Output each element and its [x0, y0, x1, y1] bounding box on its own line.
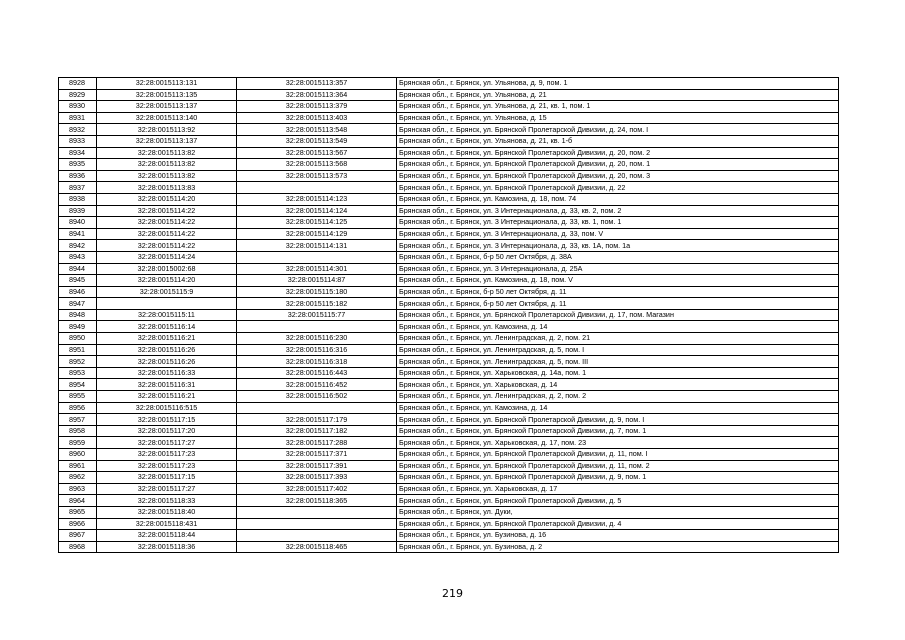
parcel-number-cell: 32:28:0015118:33	[97, 495, 237, 507]
table-row	[59, 263, 839, 275]
object-number-cell: 32:28:0015116:502	[237, 391, 397, 403]
object-number-cell: 32:28:0015117:402	[237, 483, 397, 495]
parcel-number-cell: 32:28:0015114:20	[97, 193, 237, 205]
address-cell: Брянская обл., г. Брянск, ул. Камозина, д. 18, пом. 74	[397, 193, 839, 205]
object-number-cell: 32:28:0015117:179	[237, 414, 397, 426]
parcel-number-cell: 32:28:0015116:515	[97, 402, 237, 414]
row-number-cell: 8953	[59, 367, 97, 379]
object-number-cell: 32:28:0015116:318	[237, 356, 397, 368]
table-row	[59, 135, 839, 147]
address-cell: Брянская обл., г. Брянск, ул. Харьковская, д. 17, пом. 23	[397, 437, 839, 449]
address-cell: Брянская обл., г. Брянск, ул. Харьковская, д. 14	[397, 379, 839, 391]
table-row	[59, 460, 839, 472]
row-number-cell: 8967	[59, 530, 97, 542]
row-number-cell: 8961	[59, 460, 97, 472]
address-cell: Брянская обл., г. Брянск, ул. Брянской Пролетарской Дивизии, д. 11, пом. 2	[397, 460, 839, 472]
row-number-cell: 8956	[59, 402, 97, 414]
address-cell: Брянская обл., г. Брянск, ул. Ульянова, д. 21	[397, 89, 839, 101]
row-number-cell: 8951	[59, 344, 97, 356]
table-row	[59, 275, 839, 287]
address-cell: Брянская обл., г. Брянск, ул. Брянской Пролетарской Дивизии, д. 20, пом. 1	[397, 159, 839, 171]
parcel-number-cell: 32:28:0015113:140	[97, 112, 237, 124]
row-number-cell: 8947	[59, 298, 97, 310]
object-number-cell	[237, 530, 397, 542]
table-row	[59, 530, 839, 542]
address-cell: Брянская обл., г. Брянск, ул. Брянской Пролетарской Дивизии, д. 5	[397, 495, 839, 507]
row-number-cell: 8928	[59, 78, 97, 90]
object-number-cell: 32:28:0015117:391	[237, 460, 397, 472]
parcel-number-cell: 32:28:0015113:83	[97, 182, 237, 194]
address-cell: Брянская обл., г. Брянск, ул. Брянской Пролетарской Дивизии, д. 4	[397, 518, 839, 530]
parcel-number-cell: 32:28:0015116:21	[97, 333, 237, 345]
table-row	[59, 506, 839, 518]
parcel-number-cell: 32:28:0015117:23	[97, 449, 237, 461]
address-cell: Брянская обл., г. Брянск, ул. 3 Интернационала, д. 33, пом. V	[397, 228, 839, 240]
row-number-cell: 8962	[59, 472, 97, 484]
object-number-cell: 32:28:0015115:77	[237, 309, 397, 321]
address-cell: Брянская обл., г. Брянск, ул. Брянской Пролетарской Дивизии, д. 20, пом. 2	[397, 147, 839, 159]
address-cell: Брянская обл., г. Брянск, ул. Брянской Пролетарской Дивизии, д. 22	[397, 182, 839, 194]
parcel-number-cell: 32:28:0015113:82	[97, 147, 237, 159]
address-cell: Брянская обл., г. Брянск, ул. Брянской Пролетарской Дивизии, д. 11, пом. I	[397, 449, 839, 461]
row-number-cell: 8948	[59, 309, 97, 321]
address-cell: Брянская обл., г. Брянск, ул. Брянской Пролетарской Дивизии, д. 24, пом. I	[397, 124, 839, 136]
object-number-cell: 32:28:0015115:182	[237, 298, 397, 310]
parcel-number-cell: 32:28:0015114:22	[97, 240, 237, 252]
address-cell: Брянская обл., г. Брянск, ул. Бузинова, д. 2	[397, 541, 839, 553]
object-number-cell: 32:28:0015117:371	[237, 449, 397, 461]
parcel-number-cell: 32:28:0015113:131	[97, 78, 237, 90]
object-number-cell: 32:28:0015113:379	[237, 101, 397, 113]
address-cell: Брянская обл., г. Брянск, ул. Камозина, д. 14	[397, 321, 839, 333]
parcel-number-cell: 32:28:0015117:15	[97, 414, 237, 426]
object-number-cell	[237, 321, 397, 333]
parcel-number-cell: 32:28:0015114:22	[97, 228, 237, 240]
row-number-cell: 8949	[59, 321, 97, 333]
table-row	[59, 205, 839, 217]
row-number-cell: 8939	[59, 205, 97, 217]
parcel-number-cell: 32:28:0015117:27	[97, 437, 237, 449]
address-cell: Брянская обл., г. Брянск, ул. Харьковская, д. 14а, пом. 1	[397, 367, 839, 379]
object-number-cell: 32:28:0015116:230	[237, 333, 397, 345]
object-number-cell	[237, 518, 397, 530]
table-row	[59, 472, 839, 484]
object-number-cell: 32:28:0015116:316	[237, 344, 397, 356]
object-number-cell: 32:28:0015114:87	[237, 275, 397, 287]
object-number-cell: 32:28:0015116:443	[237, 367, 397, 379]
parcel-number-cell: 32:28:0015116:21	[97, 391, 237, 403]
address-cell: Брянская обл., г. Брянск, ул. Ленинградская, д. 2, пом. 2	[397, 391, 839, 403]
table-row	[59, 112, 839, 124]
table-row	[59, 217, 839, 229]
address-cell: Брянская обл., г. Брянск, ул. Брянской Пролетарской Дивизии, д. 17, пом. Магазин	[397, 309, 839, 321]
object-number-cell	[237, 251, 397, 263]
table-row	[59, 379, 839, 391]
table-row	[59, 309, 839, 321]
parcel-number-cell: 32:28:0015114:24	[97, 251, 237, 263]
table-row	[59, 356, 839, 368]
table-row	[59, 483, 839, 495]
object-number-cell: 32:28:0015113:364	[237, 89, 397, 101]
address-cell: Брянская обл., г. Брянск, ул. Ленинградская, д. 2, пом. 21	[397, 333, 839, 345]
table-row	[59, 251, 839, 263]
object-number-cell: 32:28:0015117:393	[237, 472, 397, 484]
address-cell: Брянская обл., г. Брянск, ул. Камозина, д. 18, пом. V	[397, 275, 839, 287]
parcel-number-cell: 32:28:0015116:14	[97, 321, 237, 333]
table-row	[59, 541, 839, 553]
object-number-cell	[237, 402, 397, 414]
table-row	[59, 321, 839, 333]
object-number-cell: 32:28:0015113:567	[237, 147, 397, 159]
table-row	[59, 286, 839, 298]
table-row	[59, 367, 839, 379]
parcel-number-cell: 32:28:0015115:9	[97, 286, 237, 298]
parcel-number-cell: 32:28:0015113:82	[97, 170, 237, 182]
parcel-number-cell: 32:28:0015002:68	[97, 263, 237, 275]
row-number-cell: 8959	[59, 437, 97, 449]
address-cell: Брянская обл., г. Брянск, ул. 3 Интернационала, д. 33, кв. 2, пом. 2	[397, 205, 839, 217]
parcel-number-cell: 32:28:0015115:11	[97, 309, 237, 321]
parcel-number-cell: 32:28:0015117:20	[97, 425, 237, 437]
parcel-number-cell: 32:28:0015117:23	[97, 460, 237, 472]
parcel-number-cell: 32:28:0015113:92	[97, 124, 237, 136]
table-row	[59, 240, 839, 252]
address-cell: Брянская обл., г. Брянск, ул. Ульянова, д. 15	[397, 112, 839, 124]
row-number-cell: 8957	[59, 414, 97, 426]
address-cell: Брянская обл., г. Брянск, ул. 3 Интернационала, д. 25А	[397, 263, 839, 275]
page-number: 219	[442, 587, 463, 600]
object-number-cell: 32:28:0015116:452	[237, 379, 397, 391]
row-number-cell: 8954	[59, 379, 97, 391]
row-number-cell: 8960	[59, 449, 97, 461]
address-cell: Брянская обл., г. Брянск, ул. Дуки,	[397, 506, 839, 518]
row-number-cell: 8934	[59, 147, 97, 159]
object-number-cell: 32:28:0015114:125	[237, 217, 397, 229]
row-number-cell: 8937	[59, 182, 97, 194]
object-number-cell: 32:28:0015114:124	[237, 205, 397, 217]
parcel-number-cell: 32:28:0015116:26	[97, 344, 237, 356]
table-row	[59, 425, 839, 437]
address-cell: Брянская обл., г. Брянск, ул. Ленинградская, д. 5, пом. III	[397, 356, 839, 368]
object-number-cell	[237, 182, 397, 194]
table-row	[59, 391, 839, 403]
address-cell: Брянская обл., г. Брянск, ул. Брянской Пролетарской Дивизии, д. 9, пом. I	[397, 414, 839, 426]
object-number-cell: 32:28:0015115:180	[237, 286, 397, 298]
table-row	[59, 518, 839, 530]
parcel-number-cell: 32:28:0015117:15	[97, 472, 237, 484]
parcel-number-cell: 32:28:0015113:137	[97, 135, 237, 147]
object-number-cell: 32:28:0015113:549	[237, 135, 397, 147]
row-number-cell: 8941	[59, 228, 97, 240]
parcel-number-cell: 32:28:0015113:137	[97, 101, 237, 113]
table-row	[59, 298, 839, 310]
parcel-number-cell: 32:28:0015118:40	[97, 506, 237, 518]
parcel-number-cell: 32:28:0015113:82	[97, 159, 237, 171]
row-number-cell: 8932	[59, 124, 97, 136]
address-cell: Брянская обл., г. Брянск, ул. Ульянова, д. 9, пом. 1	[397, 78, 839, 90]
row-number-cell: 8965	[59, 506, 97, 518]
object-number-cell: 32:28:0015113:357	[237, 78, 397, 90]
row-number-cell: 8942	[59, 240, 97, 252]
table-row	[59, 193, 839, 205]
address-cell: Брянская обл., г. Брянск, ул. 3 Интернационала, д. 33, кв. 1А, пом. 1а	[397, 240, 839, 252]
parcel-number-cell: 32:28:0015116:26	[97, 356, 237, 368]
row-number-cell: 8958	[59, 425, 97, 437]
row-number-cell: 8968	[59, 541, 97, 553]
table-row	[59, 495, 839, 507]
cadastral-table	[58, 77, 839, 553]
object-number-cell: 32:28:0015117:288	[237, 437, 397, 449]
row-number-cell: 8936	[59, 170, 97, 182]
address-cell: Брянская обл., г. Брянск, ул. Бузинова, д. 16	[397, 530, 839, 542]
table-row	[59, 182, 839, 194]
address-cell: Брянская обл., г. Брянск, ул. Камозина, д. 14	[397, 402, 839, 414]
object-number-cell: 32:28:0015114:131	[237, 240, 397, 252]
table-row	[59, 89, 839, 101]
object-number-cell	[237, 506, 397, 518]
parcel-number-cell: 32:28:0015116:31	[97, 379, 237, 391]
row-number-cell: 8931	[59, 112, 97, 124]
address-cell: Брянская обл., г. Брянск, ул. Ульянова, д. 21, кв. 1, пом. 1	[397, 101, 839, 113]
address-cell: Брянская обл., г. Брянск, ул. Брянской Пролетарской Дивизии, д. 9, пом. 1	[397, 472, 839, 484]
address-cell: Брянская обл., г. Брянск, ул. Ленинградская, д. 5, пом. I	[397, 344, 839, 356]
object-number-cell: 32:28:0015114:129	[237, 228, 397, 240]
row-number-cell: 8944	[59, 263, 97, 275]
row-number-cell: 8935	[59, 159, 97, 171]
table-row	[59, 147, 839, 159]
parcel-number-cell: 32:28:0015118:431	[97, 518, 237, 530]
row-number-cell: 8966	[59, 518, 97, 530]
object-number-cell: 32:28:0015118:465	[237, 541, 397, 553]
object-number-cell: 32:28:0015118:365	[237, 495, 397, 507]
parcel-number-cell: 32:28:0015114:20	[97, 275, 237, 287]
parcel-number-cell: 32:28:0015118:44	[97, 530, 237, 542]
row-number-cell: 8943	[59, 251, 97, 263]
row-number-cell: 8952	[59, 356, 97, 368]
object-number-cell: 32:28:0015113:403	[237, 112, 397, 124]
row-number-cell: 8930	[59, 101, 97, 113]
object-number-cell: 32:28:0015113:573	[237, 170, 397, 182]
table-row	[59, 78, 839, 90]
object-number-cell: 32:28:0015114:301	[237, 263, 397, 275]
row-number-cell: 8938	[59, 193, 97, 205]
row-number-cell: 8933	[59, 135, 97, 147]
address-cell: Брянская обл., г. Брянск, б-р 50 лет Октября, д. 11	[397, 286, 839, 298]
table-row	[59, 228, 839, 240]
parcel-number-cell: 32:28:0015114:22	[97, 217, 237, 229]
parcel-number-cell	[97, 298, 237, 310]
row-number-cell: 8964	[59, 495, 97, 507]
address-cell: Брянская обл., г. Брянск, б-р 50 лет Октября, д. 11	[397, 298, 839, 310]
object-number-cell: 32:28:0015117:182	[237, 425, 397, 437]
table-row	[59, 402, 839, 414]
table-body	[59, 78, 839, 553]
address-cell: Брянская обл., г. Брянск, ул. Брянской Пролетарской Дивизии, д. 7, пом. 1	[397, 425, 839, 437]
table-row	[59, 124, 839, 136]
parcel-number-cell: 32:28:0015117:27	[97, 483, 237, 495]
table-row	[59, 170, 839, 182]
table-row	[59, 344, 839, 356]
row-number-cell: 8946	[59, 286, 97, 298]
address-cell: Брянская обл., г. Брянск, ул. Харьковская, д. 17	[397, 483, 839, 495]
address-cell: Брянская обл., г. Брянск, ул. Брянской Пролетарской Дивизии, д. 20, пом. 3	[397, 170, 839, 182]
table-row	[59, 333, 839, 345]
address-cell: Брянская обл., г. Брянск, ул. 3 Интернационала, д. 33, кв. 1, пом. 1	[397, 217, 839, 229]
row-number-cell: 8955	[59, 391, 97, 403]
row-number-cell: 8963	[59, 483, 97, 495]
table-row	[59, 437, 839, 449]
parcel-number-cell: 32:28:0015113:135	[97, 89, 237, 101]
row-number-cell: 8945	[59, 275, 97, 287]
table-row	[59, 101, 839, 113]
table-row	[59, 159, 839, 171]
address-cell: Брянская обл., г. Брянск, ул. Ульянова, д. 21, кв. 1-б	[397, 135, 839, 147]
table-row	[59, 414, 839, 426]
object-number-cell: 32:28:0015114:123	[237, 193, 397, 205]
address-cell: Брянская обл., г. Брянск, б-р 50 лет Октября, д. 38А	[397, 251, 839, 263]
parcel-number-cell: 32:28:0015116:33	[97, 367, 237, 379]
parcel-number-cell: 32:28:0015114:22	[97, 205, 237, 217]
row-number-cell: 8940	[59, 217, 97, 229]
table-row	[59, 449, 839, 461]
object-number-cell: 32:28:0015113:568	[237, 159, 397, 171]
object-number-cell: 32:28:0015113:548	[237, 124, 397, 136]
row-number-cell: 8950	[59, 333, 97, 345]
parcel-number-cell: 32:28:0015118:36	[97, 541, 237, 553]
row-number-cell: 8929	[59, 89, 97, 101]
